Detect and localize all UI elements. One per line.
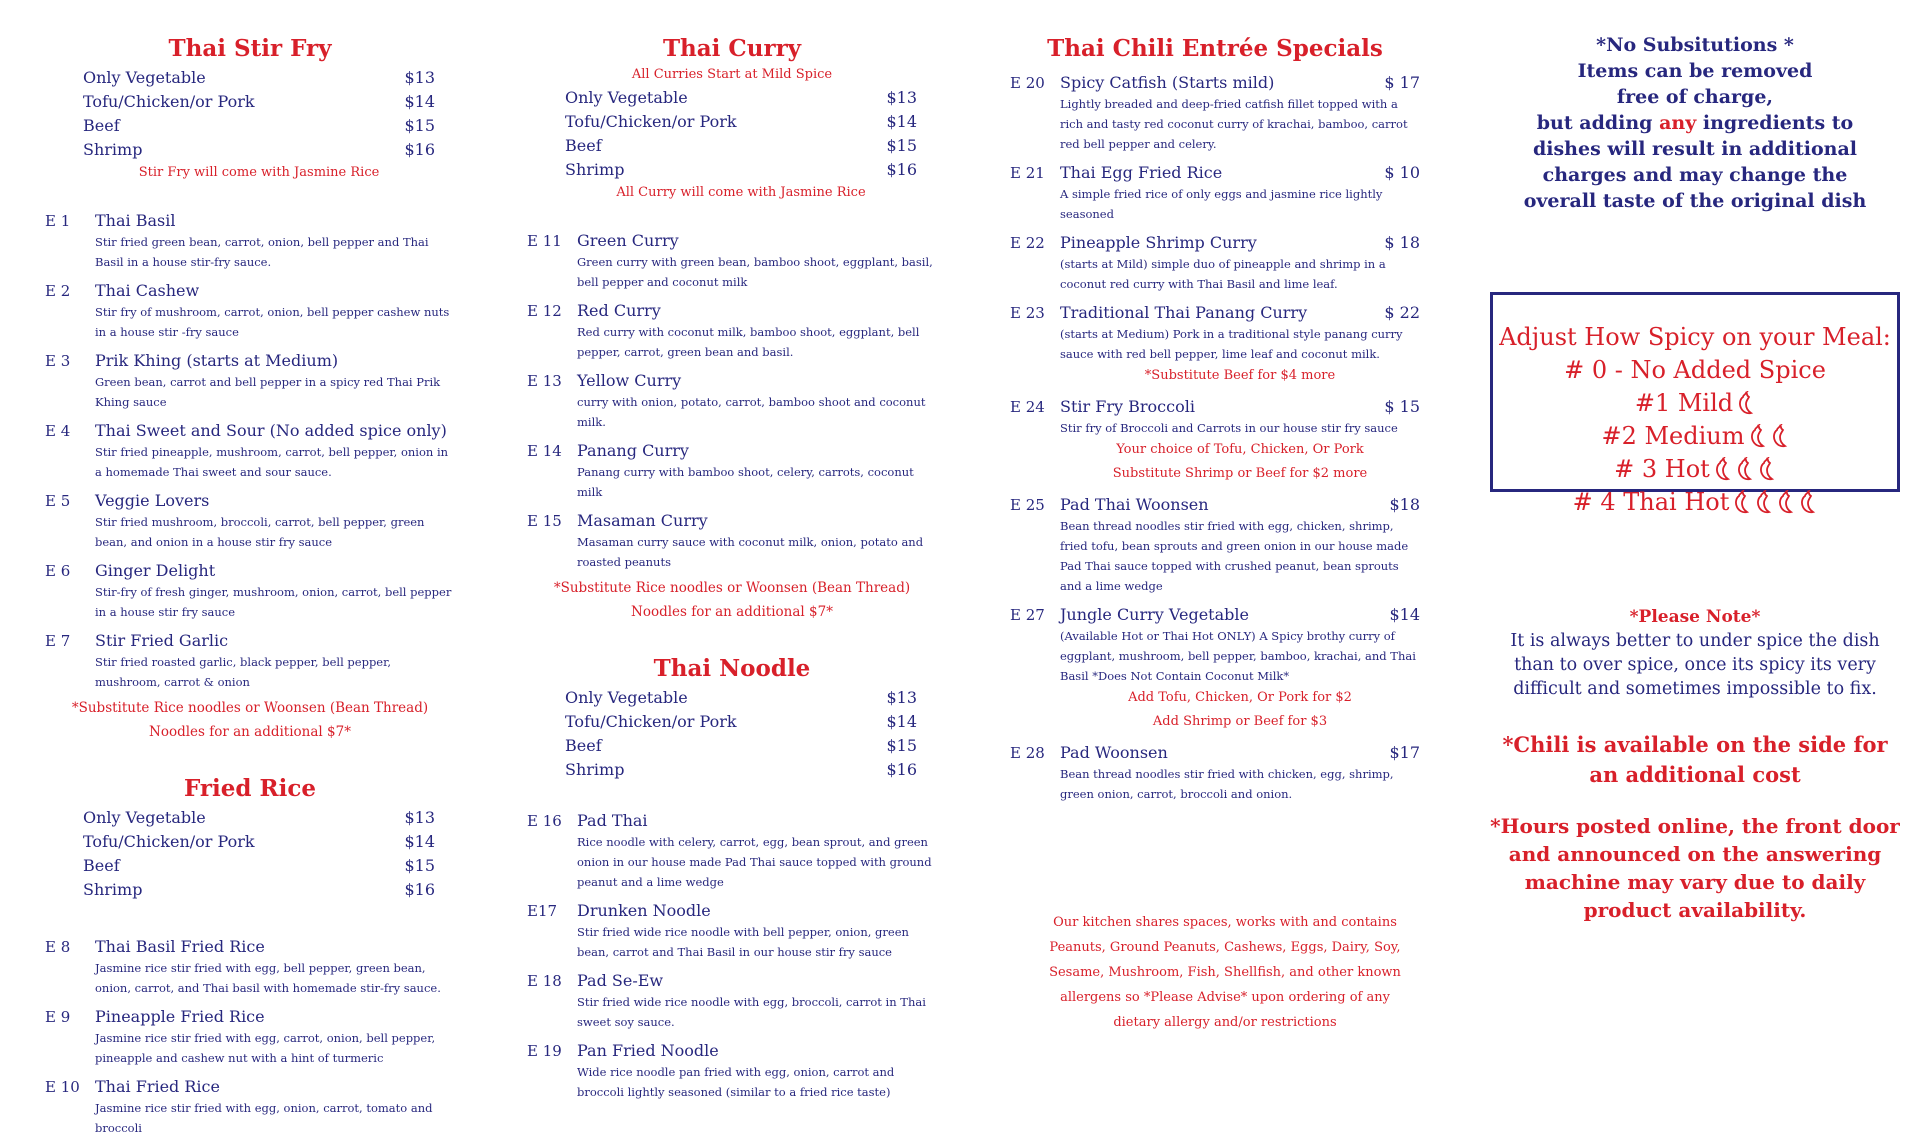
menu-item-price: $ 18: [1384, 233, 1420, 252]
menu-item-name: Green Curry: [577, 231, 679, 250]
chili-pepper-icon: [1736, 457, 1754, 481]
policy-line: overall taste of the original dish: [1523, 190, 1867, 212]
price-label: Tofu/Chicken/or Pork: [565, 112, 737, 131]
column-stir-fry-fried-rice: [45, 26, 455, 1138]
menu-item-description: Stir-fry of fresh ginger, mushroom, onion, carrot, bell pepper in a house stir fry sauce: [95, 585, 452, 619]
column-curry-noodle: [527, 26, 937, 1102]
menu-item-code: E 7: [45, 632, 71, 650]
menu-item-code: E 28: [1010, 744, 1045, 762]
menu-item: [45, 350, 455, 412]
menu-item-extra: Your choice of Tofu, Chicken, Or Pork: [1116, 442, 1364, 457]
menu-item-price: $ 22: [1384, 303, 1420, 322]
price-label: Shrimp: [565, 160, 625, 179]
price-row: [83, 854, 435, 878]
curry-price-table: [565, 86, 917, 202]
menu-item-code: E 1: [45, 212, 71, 230]
menu-item-header: [45, 560, 455, 582]
curry-subtitle: All Curries Start at Mild Spice: [631, 67, 833, 82]
price-value: $16: [404, 880, 435, 899]
menu-item-code: E 14: [527, 442, 562, 460]
price-row: [565, 734, 917, 758]
price-value: $15: [404, 116, 435, 135]
menu-item-code: E 27: [1010, 606, 1045, 624]
menu-item-header: [527, 230, 937, 252]
menu-item: [527, 900, 937, 962]
price-row: [83, 878, 435, 902]
price-label: Shrimp: [565, 760, 625, 779]
fried-rice-dish-list: [45, 936, 455, 1138]
menu-item-extra: Add Tofu, Chicken, Or Pork for $2: [1128, 690, 1352, 705]
menu-item-name: Traditional Thai Panang Curry: [1060, 303, 1308, 322]
menu-item-code: E 8: [45, 938, 71, 956]
menu-item: [45, 1006, 455, 1068]
menu-item-code: E 6: [45, 562, 71, 580]
menu-item: [527, 230, 937, 292]
price-value: $13: [404, 68, 435, 87]
price-row: [565, 158, 917, 182]
stir-fry-title: Thai Stir Fry: [168, 35, 332, 62]
menu-item-code: E17: [527, 902, 558, 920]
menu-item-header: [45, 350, 455, 372]
price-label: Shrimp: [83, 880, 143, 899]
policy-line: dishes will result in additional: [1532, 138, 1857, 160]
menu-item-header: [527, 510, 937, 532]
chili-pepper-icon: [1733, 490, 1751, 514]
menu-item-header: [1010, 494, 1420, 516]
menu-item-name: Thai Basil Fried Rice: [95, 937, 265, 956]
menu-item-name: Thai Egg Fried Rice: [1060, 163, 1223, 182]
price-row: [83, 830, 435, 854]
menu-item: [45, 490, 455, 552]
menu-item-code: E 21: [1010, 164, 1045, 182]
menu-item-name: Stir Fried Garlic: [95, 631, 229, 650]
menu-item-code: E 10: [45, 1078, 80, 1096]
menu-item-header: [45, 630, 455, 652]
menu-item-header: [527, 440, 937, 462]
menu-item: [45, 210, 455, 272]
menu-item: [527, 1040, 937, 1102]
noodle-price-table: [565, 686, 917, 782]
policy-line: Items can be removed: [1577, 60, 1813, 82]
price-value: $16: [886, 760, 917, 779]
menu-item-header: [527, 970, 937, 992]
menu-item-description: Green bean, carrot and bell pepper in a spicy red Thai Prik Khing sauce: [95, 375, 441, 409]
policy-text: ingredients to: [1696, 112, 1854, 134]
menu-item-description: Stir fried wide rice noodle with egg, broccoli, carrot in Thai sweet soy sauce.: [577, 995, 926, 1029]
chili-pepper-icon: [1777, 490, 1795, 514]
menu-item: [45, 280, 455, 342]
menu-item-description: Masaman curry sauce with coconut milk, onion, potato and roasted peanuts: [577, 535, 924, 569]
spice-level-row: [1493, 420, 1897, 453]
menu-item: [1010, 72, 1420, 154]
menu-item-description: Red curry with coconut milk, bamboo shoot, eggplant, bell pepper, carrot, green bean and basil.: [577, 325, 920, 359]
menu-item-name: Pineapple Shrimp Curry: [1060, 233, 1257, 252]
price-label: Only Vegetable: [83, 808, 206, 827]
menu-item-description: Stir fried green bean, carrot, onion, bell pepper and Thai Basil in a house stir-fry sauce.: [95, 235, 429, 269]
menu-item-header: [1010, 72, 1420, 94]
spice-level-row: [1493, 453, 1897, 486]
menu-item-code: E 12: [527, 302, 562, 320]
spice-title: Adjust How Spicy on your Meal:: [1499, 323, 1891, 351]
specials-dish-list: [1010, 72, 1420, 804]
price-label: Tofu/Chicken/or Pork: [83, 832, 255, 851]
menu-item-header: [1010, 742, 1420, 764]
price-row: [83, 114, 435, 138]
policy-line: free of charge,: [1616, 86, 1774, 108]
spice-level-list: [1493, 354, 1897, 519]
menu-item: [1010, 302, 1420, 388]
menu-item: [45, 630, 455, 692]
menu-item-header: [45, 280, 455, 302]
curry-rice-note: All Curry will come with Jasmine Rice: [616, 185, 866, 200]
menu-item-code: E 18: [527, 972, 562, 990]
spice-level-label: #1 Mild: [1634, 389, 1734, 417]
spice-level-label: # 3 Hot: [1614, 455, 1710, 483]
price-value: $14: [886, 712, 917, 731]
menu-item-description: (starts at Medium) Pork in a traditional style panang curry sauce with red bell pepper, lime leaf and coconut milk.: [1060, 327, 1403, 361]
menu-item-description: curry with onion, potato, carrot, bamboo shoot and coconut milk.: [577, 395, 926, 429]
price-value: $13: [886, 88, 917, 107]
menu-item-code: E 22: [1010, 234, 1045, 252]
menu-item-header: [1010, 232, 1420, 254]
menu-item-name: Stir Fry Broccoli: [1060, 397, 1195, 416]
price-label: Beef: [565, 136, 602, 155]
menu-item: [527, 510, 937, 572]
menu-item-name: Thai Cashew: [95, 281, 200, 300]
menu-item-name: Thai Basil: [95, 211, 176, 230]
price-value: $15: [886, 136, 917, 155]
price-row: [83, 138, 435, 162]
policy-line: *No Subsitutions *: [1596, 34, 1794, 56]
menu-item: [1010, 494, 1420, 596]
menu-item: [45, 420, 455, 482]
menu-item-price: $ 15: [1384, 397, 1420, 416]
curry-substitute-note: *Substitute Rice noodles or Woonsen (Bean Thread) Noodles for an additional $7*: [553, 580, 911, 620]
menu-item-name: Pineapple Fried Rice: [95, 1007, 265, 1026]
menu-item-extra: Substitute Shrimp or Beef for $2 more: [1112, 466, 1368, 481]
spice-level-label: # 4 Thai Hot: [1572, 488, 1730, 516]
menu-item-description: Wide rice noodle pan fried with egg, onion, carrot and broccoli lightly seasoned (similar to a fried rice taste): [577, 1065, 895, 1099]
menu-item-code: E 24: [1010, 398, 1045, 416]
fried-rice-price-table: [83, 806, 435, 902]
menu-item-header: [1010, 302, 1420, 324]
menu-item-price: $18: [1389, 495, 1420, 514]
spice-level-label: #2 Medium: [1601, 422, 1745, 450]
menu-item: [1010, 232, 1420, 294]
price-label: Shrimp: [83, 140, 143, 159]
menu-item-price: $ 10: [1384, 163, 1420, 182]
menu-item-name: Thai Fried Rice: [95, 1077, 220, 1096]
menu-item-name: Pad Thai: [577, 811, 648, 830]
menu-item-description: Bean thread noodles stir fried with chicken, egg, shrimp, green onion, carrot, broccoli and onion.: [1060, 767, 1394, 801]
curry-dish-list: [527, 230, 937, 572]
menu-item-description: Stir fry of mushroom, carrot, onion, bell pepper cashew nuts in a house stir -fry sauce: [95, 305, 450, 339]
chili-pepper-icon: [1771, 424, 1789, 448]
menu-item-price: $ 17: [1384, 73, 1420, 92]
menu-item-description: A simple fried rice of only eggs and jasmine rice lightly seasoned: [1060, 187, 1383, 221]
column-chef-specials: [1010, 26, 1420, 804]
spice-level-row: [1493, 486, 1897, 519]
menu-item-code: E 3: [45, 352, 71, 370]
menu-item-code: E 19: [527, 1042, 562, 1060]
menu-item-header: [45, 420, 455, 442]
price-value: $15: [404, 856, 435, 875]
price-row: [565, 758, 917, 782]
price-row: [565, 86, 917, 110]
menu-item-header: [45, 1006, 455, 1028]
price-value: $14: [404, 832, 435, 851]
stir-fry-price-table: [83, 66, 435, 182]
menu-item-description: Jasmine rice stir fried with egg, onion, carrot, tomato and broccoli: [95, 1101, 433, 1135]
price-value: $13: [404, 808, 435, 827]
menu-item-description: Jasmine rice stir fried with egg, bell pepper, green bean, onion, carrot, and Thai basil with homemade stir-fry sauce.: [95, 961, 441, 995]
menu-item-description: Stir fried wide rice noodle with bell pepper, onion, green bean, carrot and Thai Basil in our house stir fry sauce: [577, 925, 909, 959]
menu-item-name: Pan Fried Noodle: [577, 1041, 719, 1060]
fried-rice-title: Fried Rice: [184, 775, 316, 802]
menu-item-name: Thai Sweet and Sour (No added spice only): [95, 421, 447, 440]
menu-item: [1010, 604, 1420, 734]
hours-note: *Hours posted online, the front door and announced on the answering machine may vary due to daily product availability.: [1490, 814, 1900, 922]
menu-item-description: Green curry with green bean, bamboo shoot, eggplant, basil, bell pepper and coconut milk: [577, 255, 933, 289]
policy-text: but adding: [1536, 112, 1660, 134]
menu-item: [527, 970, 937, 1032]
menu-item-extra: Add Shrimp or Beef for $3: [1152, 714, 1328, 729]
noodle-title: Thai Noodle: [653, 655, 811, 682]
price-label: Only Vegetable: [565, 688, 688, 707]
allergy-notice: Our kitchen shares spaces, works with and contains Peanuts, Ground Peanuts, Cashews, Eggs, Dairy, Soy, Sesame, Mushroom, Fish, Shellfish, and other known allergens so *Please Advise* upon ordering of any dietary allergy and/or restrictions: [1049, 915, 1401, 1030]
menu-item-code: E 2: [45, 282, 71, 300]
price-label: Only Vegetable: [565, 88, 688, 107]
menu-item-header: [527, 370, 937, 392]
menu-item-header: [527, 810, 937, 832]
menu-item-name: Drunken Noodle: [577, 901, 711, 920]
menu-item-header: [45, 936, 455, 958]
menu-item-name: Red Curry: [577, 301, 661, 320]
curry-title: Thai Curry: [662, 35, 802, 62]
price-row: [83, 90, 435, 114]
menu-item-description: Stir fried pineapple, mushroom, carrot, bell pepper, onion in a homemade Thai sweet and sour sauce.: [95, 445, 449, 479]
menu-item-name: Ginger Delight: [95, 561, 216, 580]
menu-item-extra: *Substitute Beef for $4 more: [1144, 368, 1336, 383]
menu-item: [527, 810, 937, 892]
chili-pepper-icon: [1749, 424, 1767, 448]
menu-item-header: [45, 490, 455, 512]
menu-item-description: Rice noodle with celery, carrot, egg, bean sprout, and green onion in our house made Pad Thai sauce topped with ground peanut and a lime wedge: [577, 835, 932, 889]
price-row: [565, 134, 917, 158]
menu-item-code: E 5: [45, 492, 71, 510]
price-row: [565, 110, 917, 134]
menu-item: [45, 936, 455, 998]
chili-pepper-icon: [1714, 457, 1732, 481]
menu-item-header: [1010, 396, 1420, 418]
menu-item-name: Yellow Curry: [577, 371, 682, 390]
menu-item-description: Panang curry with bamboo shoot, celery, carrots, coconut milk: [577, 465, 914, 499]
menu-item-code: E 13: [527, 372, 562, 390]
price-label: Beef: [83, 116, 120, 135]
menu-item-name: Masaman Curry: [577, 511, 708, 530]
menu-item: [1010, 396, 1420, 486]
please-note-body: It is always better to under spice the dish than to over spice, once its spicy its very difficult and sometimes impossible to fix.: [1510, 631, 1880, 699]
menu-item-name: Spicy Catfish (Starts mild): [1060, 73, 1275, 92]
menu-item-name: Jungle Curry Vegetable: [1060, 605, 1249, 624]
menu-item-code: E 9: [45, 1008, 71, 1026]
menu-item-code: E 11: [527, 232, 562, 250]
price-row: [565, 710, 917, 734]
price-label: Only Vegetable: [83, 68, 206, 87]
menu-item: [45, 560, 455, 622]
menu-item-description: Lightly breaded and deep-fried catfish fillet topped with a rich and tasty red coconut curry of krachai, bamboo, carrot red bell pepper and celery.: [1060, 97, 1408, 151]
price-label: Beef: [565, 736, 602, 755]
policy-line: [1500, 110, 1890, 136]
price-label: Beef: [83, 856, 120, 875]
menu-item-code: E 25: [1010, 496, 1045, 514]
menu-item-code: E 20: [1010, 74, 1045, 92]
menu-item-header: [1010, 604, 1420, 626]
price-value: $14: [404, 92, 435, 111]
specials-title: Thai Chili Entrée Specials: [1047, 35, 1383, 62]
price-value: $16: [404, 140, 435, 159]
menu-item: [527, 370, 937, 432]
please-note-header: *Please Note*: [1629, 607, 1761, 627]
menu-item-name: Pad Woonsen: [1060, 743, 1168, 762]
noodle-dish-list: [527, 810, 937, 1102]
stir-fry-dish-list: [45, 210, 455, 692]
menu-item-code: E 16: [527, 812, 562, 830]
menu-item-description: Stir fried roasted garlic, black pepper, bell pepper, mushroom, carrot & onion: [95, 655, 391, 689]
price-row: [83, 806, 435, 830]
menu-item-name: Veggie Lovers: [95, 491, 210, 510]
price-row: [83, 66, 435, 90]
chili-pepper-icon: [1737, 391, 1755, 415]
menu-item: [527, 300, 937, 362]
chili-pepper-icon: [1758, 457, 1776, 481]
menu-item-header: [45, 1076, 455, 1098]
menu-item-header: [527, 900, 937, 922]
spice-level-row: [1493, 387, 1897, 420]
menu-item-code: E 15: [527, 512, 562, 530]
menu-item-description: Stir fry of Broccoli and Carrots in our house stir fry sauce: [1060, 421, 1398, 435]
menu-item-code: E 4: [45, 422, 71, 440]
menu-item-description: Bean thread noodles stir fried with egg, chicken, shrimp, fried tofu, bean sprouts and green onion in our house made Pad Thai sauce topped with crushed peanut, bean sprouts and a lime wedge: [1060, 519, 1409, 593]
price-label: Tofu/Chicken/or Pork: [565, 712, 737, 731]
stir-fry-substitute-note: *Substitute Rice noodles or Woonsen (Bean Thread) Noodles for an additional $7*: [71, 700, 429, 740]
chili-pepper-icon: [1799, 490, 1817, 514]
menu-item-code: E 23: [1010, 304, 1045, 322]
menu-item-header: [527, 300, 937, 322]
menu-item: [1010, 742, 1420, 804]
policy-line: charges and may change the: [1542, 164, 1848, 186]
policy-emphasis: any: [1659, 112, 1697, 134]
menu-item-header: [45, 210, 455, 232]
menu-item-header: [1010, 162, 1420, 184]
menu-item-description: (Available Hot or Thai Hot ONLY) A Spicy brothy curry of eggplant, mushroom, bell pepper, bamboo, krachai, and Thai Basil *Does Not Contain Coconut Milk*: [1060, 629, 1416, 683]
stir-fry-rice-note: Stir Fry will come with Jasmine Rice: [138, 165, 380, 180]
chili-pepper-icon: [1755, 490, 1773, 514]
menu-item-name: Pad Se-Ew: [577, 971, 664, 990]
menu-item-name: Pad Thai Woonsen: [1060, 495, 1209, 514]
menu-item-header: [527, 1040, 937, 1062]
menu-item: [1010, 162, 1420, 224]
spice-level-box: [1490, 292, 1900, 516]
substitution-policy: [1500, 32, 1890, 214]
price-value: $13: [886, 688, 917, 707]
menu-item-description: Jasmine rice stir fried with egg, carrot, onion, bell pepper, pineapple and cashew nut with a hint of turmeric: [95, 1031, 436, 1065]
price-value: $16: [886, 160, 917, 179]
price-label: Tofu/Chicken/or Pork: [83, 92, 255, 111]
menu-item: [527, 440, 937, 502]
menu-item-price: $14: [1389, 605, 1420, 624]
please-note-block: [1490, 605, 1900, 701]
menu-item-name: Panang Curry: [577, 441, 689, 460]
menu-item-description: (starts at Mild) simple duo of pineapple and shrimp in a coconut red curry with Thai Basil and lime leaf.: [1060, 257, 1386, 291]
price-value: $15: [886, 736, 917, 755]
chili-side-note: *Chili is available on the side for an additional cost: [1502, 732, 1888, 787]
price-value: $14: [886, 112, 917, 131]
menu-item-price: $17: [1389, 743, 1420, 762]
spice-level-label: # 0 - No Added Spice: [1564, 356, 1826, 384]
menu-item-name: Prik Khing (starts at Medium): [95, 351, 339, 370]
price-row: [565, 686, 917, 710]
menu-item-description: Stir fried mushroom, broccoli, carrot, bell pepper, green bean, and onion in a house stir fry sauce: [95, 515, 425, 549]
menu-item: [45, 1076, 455, 1138]
spice-level-row: [1493, 354, 1897, 387]
